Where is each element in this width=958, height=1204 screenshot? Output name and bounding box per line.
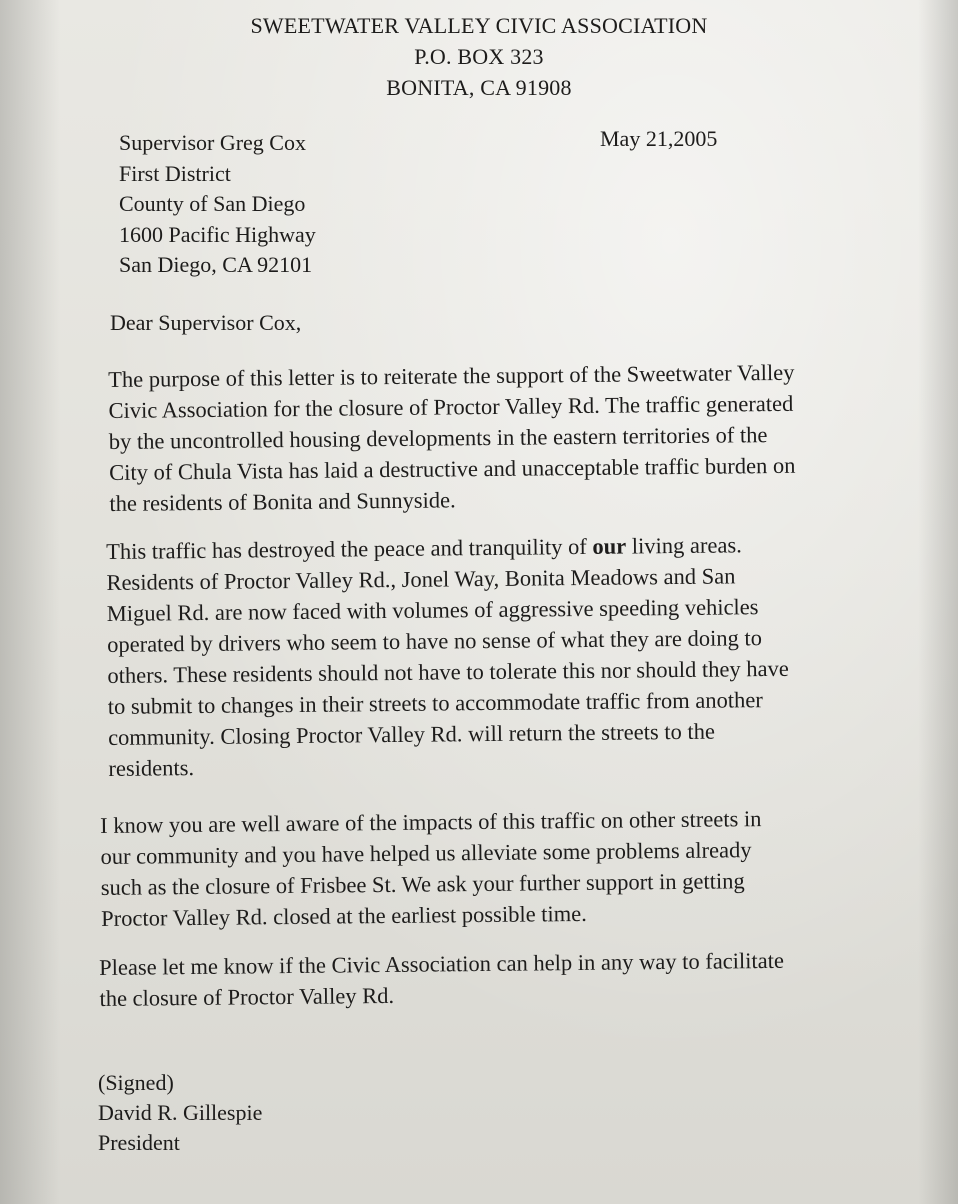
- paragraph-1: [108, 357, 796, 519]
- paragraph-line: the residents of Bonita and Sunnyside.: [109, 487, 456, 516]
- paragraph-line: to submit to changes in their streets to accommodate traffic from another: [107, 687, 763, 719]
- po-box: P.O. BOX 323: [414, 44, 544, 69]
- text-run: living areas.: [626, 532, 742, 559]
- paragraph-line: The purpose of this letter is to reiterate the support of the Sweetwater Valley: [108, 359, 795, 392]
- paragraph-2: [106, 529, 790, 784]
- paragraph-line: others. These residents should not have to tolerate this nor should they have: [107, 655, 789, 688]
- letter-date: May 21,2005: [600, 126, 718, 151]
- paragraph-3: [100, 803, 763, 934]
- emphasis-our: our: [592, 533, 627, 559]
- paragraph-line: community. Closing Proctor Valley Rd. will return the streets to the: [107, 718, 716, 750]
- recipient-county: County of San Diego: [119, 191, 306, 216]
- recipient-district: First District: [119, 160, 231, 186]
- paragraph-line: residents.: [108, 755, 195, 781]
- paragraph-line: I know you are well aware of the impacts of this traffic on other streets in: [100, 806, 762, 838]
- letterhead: [0, 10, 958, 103]
- paragraph-line: operated by drivers who seem to have no sense of what they are doing to: [107, 625, 763, 657]
- paragraph-line: Proctor Valley Rd. closed at the earliest possible time.: [101, 900, 587, 931]
- paragraph-line: Miguel Rd. are now faced with volumes of aggressive speeding vehicles: [106, 594, 759, 626]
- recipient-name: Supervisor Greg Cox: [119, 130, 306, 155]
- signed-note: (Signed): [98, 1070, 174, 1095]
- recipient-city: San Diego, CA 92101: [119, 252, 313, 277]
- paragraph-line: Civic Association for the closure of Proctor Valley Rd. The traffic generated: [108, 390, 794, 423]
- paragraph-line: the closure of Proctor Valley Rd.: [99, 982, 395, 1011]
- signature-block: [98, 1068, 262, 1158]
- paragraph-line: Please let me know if the Civic Association can help in any way to facilitate: [99, 947, 785, 980]
- paragraph-4: [99, 945, 784, 1014]
- paragraph-line: our community and you have helped us alleviate some problems already: [100, 837, 752, 869]
- paragraph-line: by the uncontrolled housing developments in the eastern territories of the: [108, 422, 768, 454]
- paragraph-line: Residents of Proctor Valley Rd., Jonel Way, Bonita Meadows and San: [106, 563, 736, 595]
- city-state-zip: BONITA, CA 91908: [386, 75, 572, 100]
- salutation: Dear Supervisor Cox,: [110, 310, 302, 335]
- text-run: This traffic has destroyed the peace and tranquility of: [106, 533, 593, 564]
- page-shadow-right: [918, 0, 958, 1204]
- paragraph-line: City of Chula Vista has laid a destructive and unacceptable traffic burden on: [109, 452, 796, 485]
- page-shadow-left: [0, 0, 60, 1204]
- organization-name: SWEETWATER VALLEY CIVIC ASSOCIATION: [250, 13, 708, 38]
- recipient-street: 1600 Pacific Highway: [119, 221, 316, 247]
- signer-title: President: [98, 1130, 180, 1155]
- recipient-address: [119, 128, 316, 281]
- paragraph-line: such as the closure of Frisbee St. We ask your further support in getting: [100, 868, 745, 900]
- signer-name: David R. Gillespie: [98, 1100, 263, 1125]
